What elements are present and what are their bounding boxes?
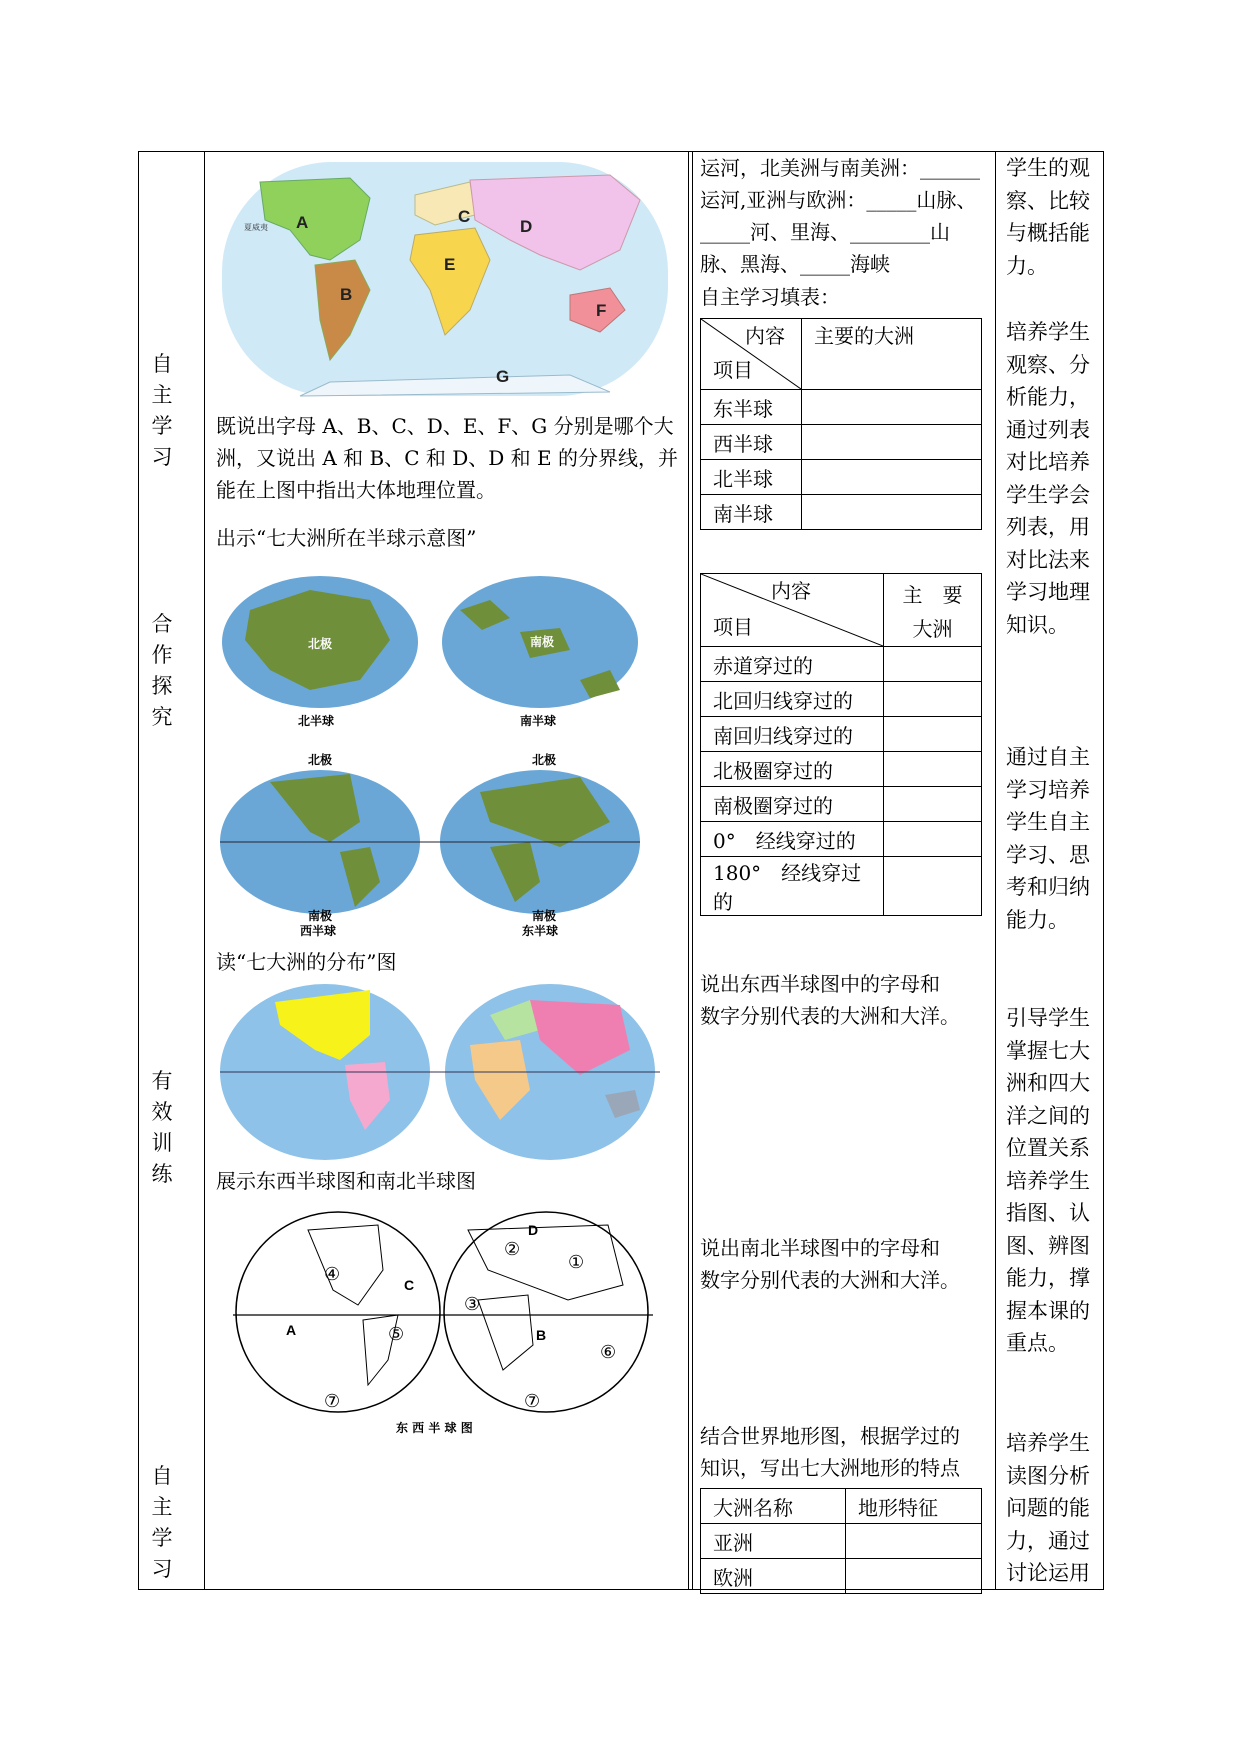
read-distribution-line: 读“七大洲的分布”图 bbox=[216, 950, 397, 974]
text-line: 能力。 bbox=[1006, 907, 1069, 932]
table1-diag-header bbox=[701, 319, 802, 390]
section-label-char: 合 bbox=[151, 612, 173, 636]
text-line: 列表，用 bbox=[1006, 515, 1090, 539]
table2-cell bbox=[884, 857, 982, 916]
text-line: 数字分别代表的大洲和大洋。 bbox=[700, 1268, 960, 1292]
section-label-char: 究 bbox=[151, 705, 173, 729]
north-pole-label: 北极 bbox=[308, 637, 333, 651]
table1-cell bbox=[802, 425, 982, 460]
table2-row-label: 赤道穿过的 bbox=[701, 647, 884, 682]
table1-row-label: 南半球 bbox=[701, 495, 802, 530]
section-label-char: 主 bbox=[151, 383, 173, 407]
text-line: 运河,亚洲与欧洲：_____山脉、 bbox=[700, 188, 977, 212]
map5-caption: 东 西 半 球 图 bbox=[396, 1421, 473, 1435]
table2-row-label: 南极圈穿过的 bbox=[701, 787, 884, 822]
landform-question bbox=[700, 1420, 996, 1484]
map5-num-4: ④ bbox=[324, 1264, 341, 1285]
text-line: 洋之间的 bbox=[1006, 1103, 1090, 1128]
show-hemisphere-line: 出示“七大洲所在半球示意图” bbox=[216, 526, 477, 550]
landform-table bbox=[700, 1488, 982, 1594]
table1-cell bbox=[802, 460, 982, 495]
text-line: 察、比较 bbox=[1006, 188, 1090, 213]
text-line: 握本课的 bbox=[1006, 1298, 1090, 1323]
col-divider-2a bbox=[688, 151, 689, 1590]
north-south-question bbox=[700, 1232, 996, 1296]
section-label-1 bbox=[147, 349, 177, 473]
section-label-char: 有 bbox=[151, 1069, 173, 1093]
section-label-char: 主 bbox=[151, 1495, 173, 1519]
text-line: 指图、认 bbox=[1006, 1201, 1090, 1225]
section-label-4 bbox=[147, 1461, 177, 1585]
map5-letter-C: C bbox=[404, 1277, 415, 1293]
table2-header-top: 内容 bbox=[771, 579, 811, 603]
table2-cell bbox=[884, 787, 982, 822]
section-label-char: 学 bbox=[151, 1526, 173, 1550]
table2-row-label: 180° 经线穿过的 bbox=[701, 857, 884, 916]
text-line: 说出东西半球图中的字母和 bbox=[700, 972, 940, 996]
east-west-question bbox=[700, 968, 996, 1032]
fill-blank-paragraph bbox=[700, 152, 996, 280]
nh-caption: 北半球 bbox=[298, 714, 335, 728]
section-label-char: 练 bbox=[151, 1162, 173, 1186]
map5-num-7a: ⑦ bbox=[324, 1391, 341, 1412]
south-pole-label-1: 南极 bbox=[530, 635, 555, 649]
text-line: 通过自主 bbox=[1006, 745, 1090, 769]
map5-num-3: ③ bbox=[464, 1294, 481, 1315]
south-pole-label-e: 南极 bbox=[532, 909, 557, 923]
text-line: 能力，撑 bbox=[1006, 1266, 1090, 1290]
table2-diag-header bbox=[701, 574, 884, 647]
text-line: 重点。 bbox=[1006, 1331, 1069, 1355]
table2-cell bbox=[884, 822, 982, 857]
goal-1 bbox=[1006, 152, 1098, 282]
table2-cell bbox=[884, 682, 982, 717]
table2-cell bbox=[884, 647, 982, 682]
text-line: 数字分别代表的大洲和大洋。 bbox=[700, 1004, 960, 1028]
goal-3 bbox=[1006, 741, 1098, 936]
south-pole-label-w: 南极 bbox=[308, 909, 333, 923]
map5-letter-B: B bbox=[536, 1327, 547, 1343]
text-line: 知识，写出七大洲地形的特点 bbox=[700, 1456, 960, 1480]
text-line: 对比法来 bbox=[1006, 547, 1090, 572]
lines-table bbox=[700, 573, 982, 916]
section-label-char: 学 bbox=[151, 414, 173, 438]
hemisphere-outline-map bbox=[228, 1210, 658, 1438]
section-label-char: 作 bbox=[151, 643, 173, 667]
text-line: 通过列表 bbox=[1006, 417, 1090, 442]
map5-num-6: ⑥ bbox=[600, 1342, 617, 1363]
table3-row-label: 亚洲 bbox=[701, 1524, 846, 1559]
table2-row-label: 北极圈穿过的 bbox=[701, 752, 884, 787]
text-line: 观察、分 bbox=[1006, 352, 1090, 377]
hemisphere-table bbox=[700, 318, 982, 530]
text-line: 讨论运用 bbox=[1006, 1561, 1090, 1585]
text-line: 析能力， bbox=[1006, 385, 1090, 409]
map5-num-5: ⑤ bbox=[388, 1324, 405, 1345]
text-line: 培养学生 bbox=[1006, 1168, 1090, 1193]
table3-header-1: 大洲名称 bbox=[701, 1489, 846, 1524]
north-pole-label-e: 北极 bbox=[532, 753, 557, 767]
map1-letter-A: A bbox=[296, 213, 309, 232]
section-label-char: 习 bbox=[151, 445, 173, 469]
west-east-hemisphere-maps bbox=[220, 752, 660, 937]
table2-row-label: 0° 经线穿过的 bbox=[701, 822, 884, 857]
text-line: 读图分析 bbox=[1006, 1463, 1090, 1488]
text-line: 培养学生 bbox=[1006, 1431, 1090, 1455]
table1-header-right: 主要的大洲 bbox=[802, 319, 982, 390]
text-line: 学习地理 bbox=[1006, 580, 1090, 604]
table2-header-right bbox=[884, 574, 982, 647]
text-line: 知识。 bbox=[1006, 612, 1069, 637]
text-line: 引导学生 bbox=[1006, 1006, 1090, 1030]
north-south-hemisphere-maps bbox=[220, 570, 660, 730]
map5-num-1: ① bbox=[568, 1252, 585, 1273]
col-divider-2b bbox=[692, 151, 693, 1590]
goal-2 bbox=[1006, 316, 1098, 641]
table1-cell bbox=[802, 495, 982, 530]
table2-header-right-1: 主 要 bbox=[902, 583, 963, 607]
eh-caption: 东半球 bbox=[522, 924, 559, 937]
table1-header-top: 内容 bbox=[745, 324, 785, 348]
table3-header-2: 地形特征 bbox=[846, 1489, 982, 1524]
north-pole-label-w: 北极 bbox=[308, 753, 333, 767]
map1-letter-D: D bbox=[520, 217, 533, 236]
map5-num-7b: ⑦ bbox=[524, 1391, 541, 1412]
text-line: 学生学会 bbox=[1006, 482, 1090, 507]
map1-letter-F: F bbox=[596, 301, 607, 320]
table2-cell bbox=[884, 752, 982, 787]
fill-table-title: 自主学习填表： bbox=[700, 285, 840, 309]
world-continents-map bbox=[220, 160, 670, 398]
text-line: 学生自主 bbox=[1006, 810, 1090, 834]
text-line: 培养学生 bbox=[1006, 320, 1090, 344]
table3-row-label: 欧洲 bbox=[701, 1559, 846, 1594]
section-label-char: 自 bbox=[151, 352, 173, 376]
table2-cell bbox=[884, 717, 982, 752]
text-line: 说出南北半球图中的字母和 bbox=[700, 1236, 940, 1260]
map1-letter-E: E bbox=[444, 255, 456, 274]
table1-row-label: 北半球 bbox=[701, 460, 802, 495]
text-line: 与概括能 bbox=[1006, 221, 1090, 245]
map1-letter-B: B bbox=[340, 285, 353, 304]
table3-cell bbox=[846, 1524, 982, 1559]
section-label-2 bbox=[147, 609, 177, 733]
table2-header-right-2: 大洲 bbox=[912, 617, 953, 641]
map5-num-2: ② bbox=[504, 1239, 521, 1260]
goal-5 bbox=[1006, 1427, 1098, 1590]
continents-distribution-map bbox=[220, 980, 660, 1165]
question-paragraph: 既说出字母 A、B、C、D、E、F、G 分别是哪个大洲，又说出 A 和 B、C 和 D、D 和 E 的分界线，并能在上图中指出大体地理位置。 bbox=[216, 414, 678, 502]
table1-cell bbox=[802, 390, 982, 425]
goal-4 bbox=[1006, 1002, 1098, 1360]
section-label-char: 效 bbox=[151, 1100, 173, 1124]
table1-row-label: 东半球 bbox=[701, 390, 802, 425]
text-line: 力，通过 bbox=[1006, 1528, 1090, 1553]
col-divider-1 bbox=[204, 151, 205, 1590]
map1-hawaii-label: 夏威夷 bbox=[244, 223, 268, 232]
wh-caption: 西半球 bbox=[300, 924, 337, 937]
text-line: 脉、黑海、_____海峡 bbox=[700, 252, 890, 276]
show-hemispheres-line: 展示东西半球图和南北半球图 bbox=[216, 1169, 476, 1193]
table2-row-label: 南回归线穿过的 bbox=[701, 717, 884, 752]
section-label-char: 习 bbox=[151, 1557, 173, 1581]
text-line: 对比培养 bbox=[1006, 450, 1090, 474]
text-line: 洲和四大 bbox=[1006, 1071, 1090, 1095]
section-label-char: 训 bbox=[151, 1131, 173, 1155]
map5-letter-A: A bbox=[286, 1322, 297, 1338]
text-line: 结合世界地形图，根据学过的 bbox=[700, 1424, 960, 1448]
section-label-char: 探 bbox=[151, 674, 173, 698]
table2-header-bottom: 项目 bbox=[713, 615, 753, 639]
table3-cell bbox=[846, 1559, 982, 1594]
map5-letter-D: D bbox=[528, 1222, 539, 1238]
text-line: 图、辨图 bbox=[1006, 1233, 1090, 1258]
text-line: 问题的能 bbox=[1006, 1496, 1090, 1520]
col-divider-3 bbox=[995, 151, 996, 1590]
sh-caption: 南半球 bbox=[520, 714, 557, 728]
text-line: 掌握七大 bbox=[1006, 1038, 1090, 1063]
map1-letter-C: C bbox=[458, 207, 471, 226]
section-label-char: 自 bbox=[151, 1464, 173, 1488]
map1-letter-G: G bbox=[496, 367, 510, 386]
text-line: _____河、里海、________山 bbox=[700, 220, 950, 244]
table1-header-bottom: 项目 bbox=[713, 358, 753, 382]
text-line: 运河，北美洲与南美洲：______ bbox=[700, 156, 980, 180]
text-line: 考和归纳 bbox=[1006, 875, 1090, 899]
text-line: 位置关系 bbox=[1006, 1136, 1090, 1160]
text-line: 学生的观 bbox=[1006, 156, 1090, 180]
text-line: 学习培养 bbox=[1006, 777, 1090, 802]
text-line: 学习、思 bbox=[1006, 842, 1090, 867]
table2-row-label: 北回归线穿过的 bbox=[701, 682, 884, 717]
text-line: 力。 bbox=[1006, 253, 1048, 278]
table1-row-label: 西半球 bbox=[701, 425, 802, 460]
section-label-3 bbox=[147, 1066, 177, 1190]
